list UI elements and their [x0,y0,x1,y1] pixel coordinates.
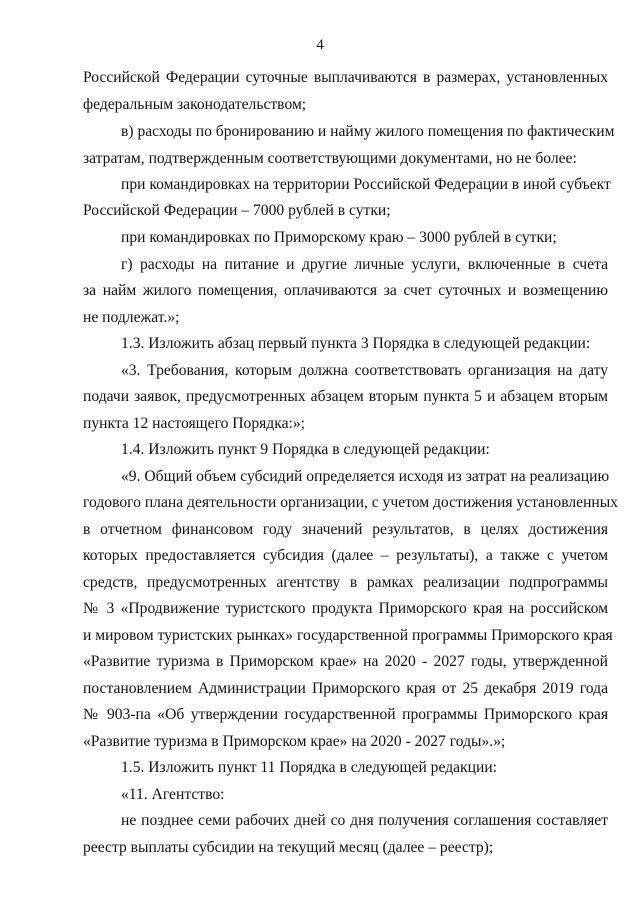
text-line: не подлежат.»; [83,309,180,326]
text-line: «Развитие туризма в Приморском крае» на 2020 - 2027 годы».»; [83,733,506,750]
text-line: средств, предусмотренных агентству в рамках реализации подпрограммы [83,574,608,591]
text-line: не позднее семи рабочих дней со дня получения соглашения составляет [121,812,608,829]
text-line: при командировках по Приморскому краю – 3000 рублей в сутки; [121,229,557,246]
text-line: подачи заявок, предусмотренных абзацем вторым пункта 5 и абзацем вторым [83,388,608,405]
text-line: Российской Федерации суточные выплачиваются в размерах, установленных [83,69,608,86]
text-line: за найм жилого помещения, оплачиваются за счет суточных и возмещению [83,282,608,299]
text-line: затратам, подтвержденным соответствующими документами, но не более: [83,150,577,167]
text-line: «Развитие туризма в Приморском крае» на 2020 - 2027 годы, утвержденной [83,653,608,670]
text-line: реестр выплаты субсидии на текущий месяц (далее – реестр); [83,839,494,856]
text-line: при командировках на территории Российской Федерации в иной субъект [121,176,611,193]
page-number: 4 [316,37,324,53]
text-line: 1.4. Изложить пункт 9 Порядка в следующей редакции: [121,441,490,458]
text-line: постановлением Администрации Приморского края от 25 декабря 2019 года [83,680,608,697]
text-line: г) расходы на питание и другие личные услуги, включенные в счета [121,256,608,273]
text-line: № 903-па «Об утверждении государственной программы Приморского края [83,706,608,723]
text-line: и мировом туристских рынках» государственной программы Приморского края [83,627,613,644]
text-line: «11. Агентство: [121,786,225,803]
text-line: федеральным законодательством; [83,96,307,113]
text-line: «9. Общий объем субсидий определяется исходя из затрат на реализацию [121,468,610,485]
text-line: годового плана деятельности организации, с учетом достижения установленных [83,494,619,511]
text-line: пункта 12 настоящего Порядка:»; [83,415,305,432]
text-line: Российской Федерации – 7000 рублей в сутки; [83,202,391,219]
text-line: 1.5. Изложить пункт 11 Порядка в следующей редакции: [121,759,497,776]
text-line: «3. Требования, которым должна соответствовать организация на дату [121,362,608,379]
text-line: в) расходы по бронированию и найму жилого помещения по фактическим [121,123,615,140]
text-line: в отчетном финансовом году значений результатов, в целях достижения [83,521,608,538]
text-line: 1.3. Изложить абзац первый пункта 3 Порядка в следующей редакции: [121,335,591,352]
text-line: которых предоставляется субсидия (далее – результаты), а также с учетом [83,547,608,564]
text-line: № 3 «Продвижение туристского продукта Приморского края на российском [83,600,608,617]
